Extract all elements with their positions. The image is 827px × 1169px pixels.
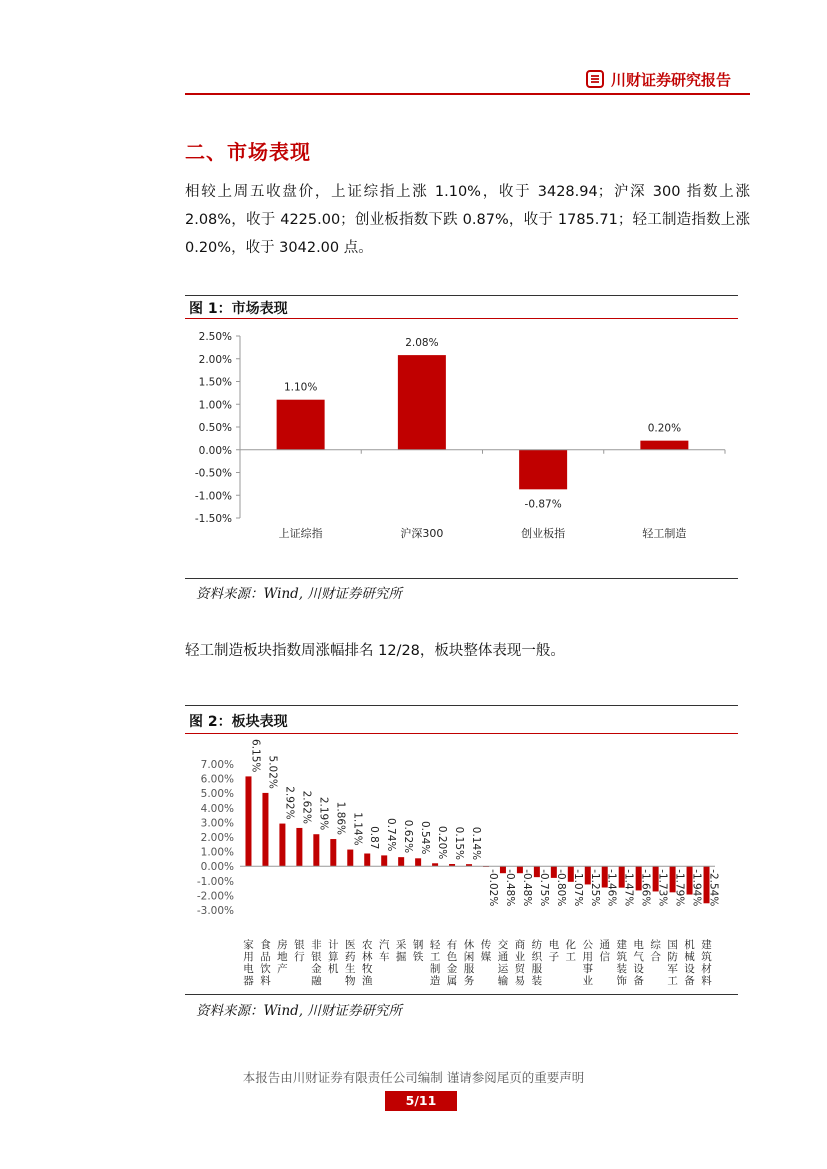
fig2-category-label: 食品饮料 [260,939,271,987]
fig1-bar [519,450,567,490]
fig2-bar [398,857,404,866]
fig2-data-label: 2.19% [317,796,330,831]
fig2-category-label: 化工 [565,939,577,963]
sector-ranking-paragraph: 轻工制造板块指数周涨幅排名 12/28，板块整体表现一般。 [185,643,565,659]
fig2-data-label: -1.46% [605,869,618,907]
fig2-source: 资料来源：Wind, 川财证券研究所 [196,1003,402,1019]
fig2-y-tick: 4.00% [200,802,234,815]
fig2-data-label: 0.54% [419,820,432,855]
fig2-data-label: -1.47% [622,869,635,907]
fig2-data-label: 0.62% [402,819,415,854]
fig2-category-label: 交通运输 [497,939,509,987]
fig1-y-tick: 0.00% [198,444,232,457]
market-summary-paragraph: 相较上周五收盘价，上证综指上涨 1.10%，收于 3428.94；沪深 300 指数上涨 2.08%，收于 4225.00；创业板指数下跌 0.87%，收于 1785.71；轻工制造指数上涨 0.20%，收于 3042.00 点。 [185,184,750,256]
fig2-data-label: 0.74% [385,818,398,852]
fig2-category-label: 有色金属 [446,939,458,987]
company-logo-icon [586,70,604,88]
fig1-source: 资料来源：Wind, 川财证券研究所 [196,586,402,602]
fig1-top-rule [185,295,738,296]
report-brand [586,68,731,90]
fig2-category-label: 家用电器 [243,939,254,987]
fig1-category-label: 上证综指 [278,527,323,540]
fig2-category-label: 商业贸易 [514,939,526,987]
fig2-category-label: 休闲服务 [463,939,475,987]
fig1-title: 图 1：市场表现 [189,301,288,317]
fig2-title-rule [185,733,738,734]
fig2-y-tick: -3.00% [196,905,234,917]
fig2-data-label: -0.02% [486,869,499,907]
fig2-y-tick: -2.00% [196,890,234,903]
fig1-bottom-rule [185,578,738,579]
fig2-bar [364,853,370,866]
fig1-category-label: 创业板指 [521,527,566,540]
fig2-y-tick: 1.00% [200,846,234,859]
fig2-bar [330,839,336,866]
fig2-category-label: 电气设备 [633,939,644,987]
fig2-y-tick: 2.00% [200,832,234,844]
fig2-data-label: 5.02% [266,755,279,789]
fig2-y-tick: -1.00% [196,875,234,888]
fig2-category-label: 农林牧渔 [361,939,373,987]
fig2-bar [262,793,268,866]
fig2-bar [296,828,302,866]
fig2-data-label: -1.79% [673,869,686,907]
fig1-y-tick: 1.00% [198,399,232,412]
fig2-bar [313,834,319,866]
fig2-category-label: 计算机 [328,939,339,975]
brand-name: 川财证券研究报告 [611,70,732,89]
fig1-y-tick: 2.00% [198,353,232,366]
fig2-data-label: 0.87 [368,826,381,850]
fig1-y-tick: 2.50% [198,331,232,343]
fig2-title: 图 2：板块表现 [189,714,288,730]
fig2-bar [279,824,285,867]
header-divider [185,93,750,95]
fig1-data-label: -0.87% [524,498,562,511]
fig1-bar [640,441,688,450]
fig1-title-rule [185,318,738,319]
fig2-category-label: 通信 [599,939,610,963]
fig1-y-tick: -1.00% [194,490,232,503]
fig2-data-label: -0.75% [537,869,550,907]
fig2-data-label: 2.92% [283,786,296,820]
page-number: 5/11 [385,1091,457,1111]
fig2-bottom-rule [185,994,738,995]
fig2-category-label: 建筑装饰 [616,939,627,987]
fig2-data-label: -1.07% [571,869,584,907]
fig2-bar [381,855,387,866]
fig2-category-label: 国防军工 [667,939,678,987]
fig2-bar [347,850,353,867]
fig2-data-label: -2.54% [707,869,720,907]
fig2-data-label: -0.48% [503,869,516,907]
fig1-category-label: 轻工制造 [642,527,687,540]
fig2-data-label: -1.94% [690,869,703,907]
fig2-data-label: 0.15% [453,826,466,861]
fig2-category-label: 房地产 [277,939,288,975]
fig1-category-label: 沪深300 [400,527,444,540]
fig2-category-label: 非银金融 [311,939,322,987]
fig1-data-label: 0.20% [647,422,682,435]
fig2-data-label: 0.20% [436,825,449,860]
section-title: 二、市场表现 [185,140,311,164]
fig1-bar [277,400,325,450]
footer-disclaimer: 本报告由川财证券有限责任公司编制 谨请参阅尾页的重要声明 [242,1070,585,1085]
fig2-data-label: 6.15% [249,739,262,773]
fig2-bar [245,776,251,866]
fig2-data-label: -0.80% [554,869,567,907]
fig1-chart [185,320,745,560]
fig2-data-label: -1.73% [656,869,669,907]
fig2-y-tick: 0.00% [200,861,234,874]
fig2-category-label: 银行 [294,939,305,963]
fig2-category-label: 钢铁 [412,939,424,963]
fig2-y-tick: 5.00% [200,788,234,801]
fig1-bar [398,355,446,450]
fig2-category-label: 传媒 [480,939,492,963]
fig2-category-label: 综合 [650,939,661,963]
fig2-y-tick: 6.00% [200,773,234,786]
fig2-data-label: 2.62% [300,790,313,824]
fig1-y-tick: -0.50% [194,467,232,480]
fig1-y-tick: 0.50% [198,422,232,434]
fig2-category-label: 纺织服装 [531,939,543,987]
fig2-category-label: 采掘 [395,939,407,963]
fig2-chart [185,738,745,994]
fig2-data-label: -1.25% [588,869,601,907]
fig1-y-tick: 1.50% [198,376,232,389]
fig2-y-tick: 3.00% [200,817,234,830]
fig2-category-label: 医药生物 [345,939,356,987]
fig2-y-tick: 7.00% [200,759,234,771]
fig2-data-label: -1.66% [639,869,652,907]
fig2-category-label: 轻工制造 [429,939,441,987]
fig2-top-rule [185,705,738,706]
fig2-bar [415,858,421,866]
fig2-data-label: 0.14% [470,826,483,861]
fig2-category-label: 公用事业 [582,939,594,987]
fig2-category-label: 汽车 [378,939,390,963]
fig1-data-label: 2.08% [405,337,439,350]
fig2-data-label: -0.48% [520,869,533,907]
fig1-data-label: 1.10% [283,381,318,394]
fig2-category-label: 机械设备 [684,939,695,987]
fig2-data-label: 1.86% [334,801,347,836]
fig1-y-tick: -1.50% [194,513,232,525]
fig2-data-label: 1.14% [351,812,364,846]
fig2-category-label: 电子 [548,939,560,963]
fig2-category-label: 建筑材料 [701,939,712,987]
